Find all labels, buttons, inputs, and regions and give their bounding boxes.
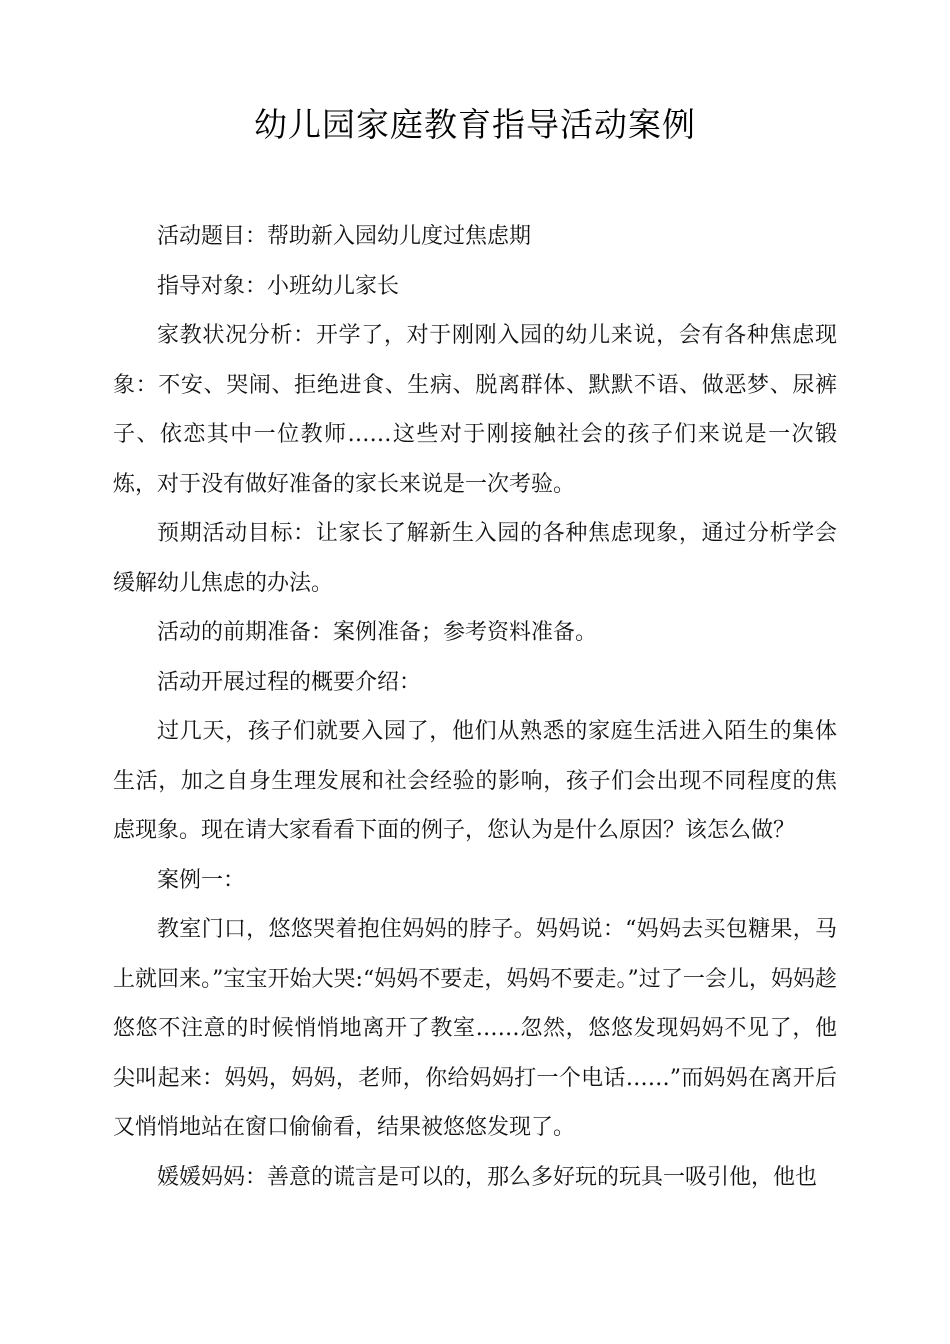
paragraph-process-intro: 活动开展过程的概要介绍： <box>157 669 422 695</box>
document-title: 幼儿园家庭教育指导活动案例 <box>254 105 696 144</box>
document-body <box>113 212 837 1202</box>
paragraph-case-one-text: 教室门口，悠悠哭着抱住妈妈的脖子。妈妈说：“妈妈去买包糖果，马上就回来。”宝宝开始大哭:“妈妈不要走，妈妈不要走。”过了一会儿，妈妈趁悠悠不注意的时候悄悄地离开了教室……忽然，悠悠发现妈妈不见了，他尖叫起来：妈妈，妈妈，老师，你给妈妈打一个电话……”而妈妈在离开后又悄悄地站在窗口偷偷看，结果被悠悠发现了。 <box>113 917 837 1140</box>
paragraph-expected-goal: 预期活动目标：让家长了解新生入园的各种焦虑现象，通过分析学会缓解幼儿焦虑的办法。 <box>113 521 837 596</box>
paragraph-target-audience: 指导对象：小班幼儿家长 <box>157 273 400 299</box>
paragraph-activity-topic: 活动题目：帮助新入园幼儿度过焦虑期 <box>157 224 532 249</box>
paragraph-preparation: 活动的前期准备：案例准备；参考资料准备。 <box>157 620 598 645</box>
paragraph-process-text: 过几天，孩子们就要入园了，他们从熟悉的家庭生活进入陌生的集体生活，加之自身生理发展和社会经验的影响，孩子们会出现不同程度的焦虑现象。现在请大家看看下面的例子，您认为是什么原因？该怎么做？ <box>113 719 837 843</box>
paragraph-situation-analysis: 家教状况分析：开学了，对于刚刚入园的幼儿来说，会有各种焦虑现象：不安、哭闹、拒绝进食、生病、脱离群体、默默不语、做恶梦、尿裤子、依恋其中一位教师……这些对于刚接触社会的孩子们来说是一次锻炼，对于没有做好准备的家长来说是一次考验。 <box>113 323 837 497</box>
paragraph-case-one-heading: 案例一： <box>157 867 246 893</box>
paragraph-parent-comment: 媛媛妈妈：善意的谎言是可以的，那么多好玩的玩具一吸引他，他也 <box>157 1164 818 1190</box>
